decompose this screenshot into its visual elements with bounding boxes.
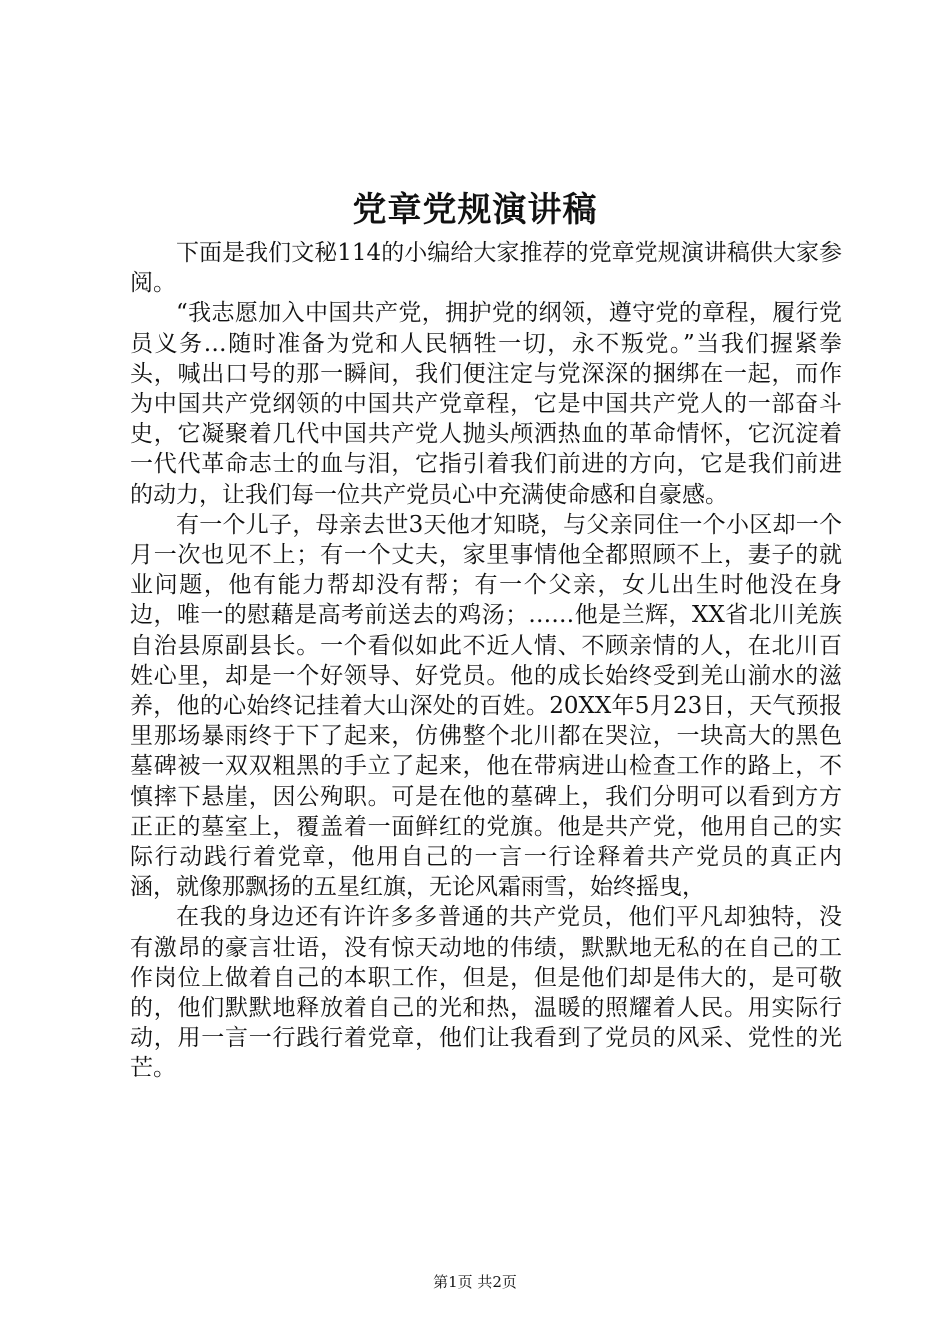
document-title: 党章党规演讲稿 — [352, 190, 598, 230]
page-number-footer: 第1页 共2页 — [433, 1273, 517, 1291]
paragraph-oath: “我志愿加入中国共产党，拥护党的纲领，遵守党的章程，履行党员义务…随时准备为党和人民牺牲一切，永不叛党。”当我们握紧拳头，喊出口号的那一瞬间，我们便注定与党深深的捆绑在一起，而作为中国共产党纲领的中国共产党章程，它是中国共产党人的一部奋斗史，它凝聚着几代中国共产党人抛头颅洒热血的革命情怀，它沉淀着一代代革命志士的血与泪，它指引着我们前进的方向，它是我们前进的动力，让我们每一位共产党员心中充满使命感和自豪感。 — [130, 300, 842, 508]
document-body — [130, 238, 842, 1084]
paragraph-lan-hui: 有一个儿子，母亲去世3天他才知晓，与父亲同住一个小区却一个月一次也见不上；有一个丈夫，家里事情他全都照顾不上，妻子的就业问题，他有能力帮却没有帮；有一个父亲，女儿出生时他没在身边，唯一的慰藉是高考前送去的鸡汤；……他是兰辉，XX省北川羌族自治县原副县长。一个看似如此不近人情、不顾亲情的人，在北川百姓心里，却是一个好领导、好党员。他的成长始终受到羌山湔水的滋养，他的心始终记挂着大山深处的百姓。20XX年5月23日，天气预报里那场暴雨终于下了起来，仿佛整个北川都在哭泣，一块高大的黑色墓碑被一双双粗黑的手立了起来，他在带病进山检查工作的路上，不慎摔下悬崖，因公殉职。可是在他的墓碑上，我们分明可以看到方方正正的墓室上，覆盖着一面鲜红的党旗。他是共产党，他用自己的实际行动践行着党章，他用自己的一言一行诠释着共产党员的真正内涵，就像那飘扬的五星红旗，无论风霜雨雪，始终摇曳， — [130, 511, 842, 901]
paragraph-intro: 下面是我们文秘114的小编给大家推荐的党章党规演讲稿供大家参阅。 — [130, 240, 842, 297]
paragraph-ordinary-members: 在我的身边还有许许多多普通的共产党员，他们平凡却独特，没有激昂的豪言壮语，没有惊天动地的伟绩，默默地无私的在自己的工作岗位上做着自己的本职工作，但是，但是他们却是伟大的，是可敬的，他们默默地释放着自己的光和热，温暖的照耀着人民。用实际行动，用一言一行践行着党章，他们让我看到了党员的风采、党性的光芒。 — [130, 904, 842, 1082]
